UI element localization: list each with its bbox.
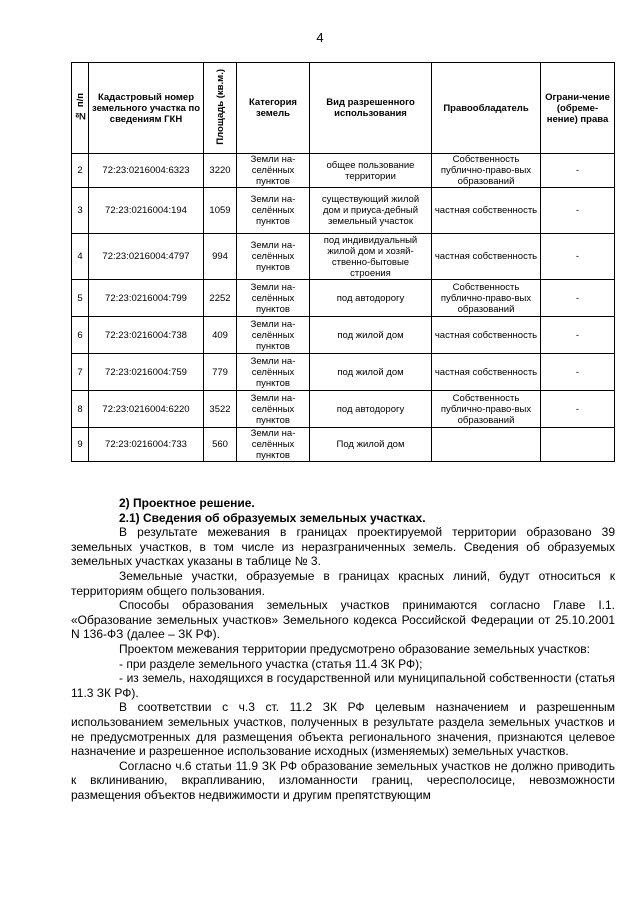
cell-num: 9: [72, 428, 89, 462]
table-row: [72, 188, 615, 234]
cell-use: под автодорогу: [310, 280, 432, 317]
paragraph: Согласно ч.6 статьи 11.9 ЗК РФ образование земельных участков не должно приводить к вклиниванию, вкрапливанию, изломанности границ, чересполосице, невозможности размещения объектов недвижимости и другим препятствующим: [71, 758, 615, 802]
cell-use: существующий жилой дом и приуса-дебный земельный участок: [310, 188, 432, 234]
table-row: [72, 154, 615, 188]
header-use: Вид разрешенного использования: [310, 63, 432, 154]
cell-owner: Собственность публично-право-вых образований: [432, 154, 541, 188]
cell-category: Земли на-селённых пунктов: [237, 154, 310, 188]
cell-cadastral: 72:23:0216004:4797: [89, 234, 204, 280]
paragraph: Земельные участки, образуемые в границах красных линий, будут относиться к территориям общего пользования.: [71, 568, 615, 598]
cell-owner: Собственность публично-право-вых образований: [432, 280, 541, 317]
cell-restriction: -: [541, 280, 615, 317]
cell-restriction: [541, 428, 615, 462]
cell-owner: частная собственность: [432, 234, 541, 280]
cell-cadastral: 72:23:0216004:759: [89, 354, 204, 391]
table-row: [72, 354, 615, 391]
cell-num: 4: [72, 234, 89, 280]
cell-area: 2252: [204, 280, 237, 317]
body-text: [71, 496, 615, 802]
cell-owner: частная собственность: [432, 354, 541, 391]
list-item: - при разделе земельного участка (статья 11.4 ЗК РФ);: [119, 656, 423, 671]
table-row: [72, 317, 615, 354]
cell-cadastral: 72:23:0216004:6220: [89, 391, 204, 428]
table-row: [72, 234, 615, 280]
cell-restriction: -: [541, 154, 615, 188]
cell-cadastral: 72:23:0216004:194: [89, 188, 204, 234]
cell-cadastral: 72:23:0216004:738: [89, 317, 204, 354]
cell-num: 5: [72, 280, 89, 317]
page-number: 4: [316, 30, 324, 45]
cell-num: 3: [72, 188, 89, 234]
cell-restriction: -: [541, 317, 615, 354]
cell-use: под автодорогу: [310, 391, 432, 428]
cell-area: 3220: [204, 154, 237, 188]
cell-owner: [432, 428, 541, 462]
header-category: Категория земель: [237, 63, 310, 154]
cell-area: 560: [204, 428, 237, 462]
cell-owner: частная собственность: [432, 188, 541, 234]
cell-num: 6: [72, 317, 89, 354]
cell-use: общее пользование территории: [310, 154, 432, 188]
cell-use: под жилой дом: [310, 354, 432, 391]
cell-category: Земли на-селённых пунктов: [237, 428, 310, 462]
cell-owner: частная собственность: [432, 317, 541, 354]
paragraph: Проектом межевания территории предусмотрено образование земельных участков:: [119, 641, 590, 656]
list-item: - из земель, находящихся в государственной или муниципальной собственности (статья 11.3 ЗК РФ).: [71, 671, 615, 700]
paragraph: В соответствии с ч.3 ст. 11.2 ЗК РФ целевым назначением и разрешенным использованием земельных участков, полученных в результате раздела земельных участков и не предусмотренных для размещения объекта регионального значения, признаются целевое назначение и разрешенное использование исходных (изменяемых) земельных участков.: [71, 700, 615, 759]
cell-category: Земли на-селённых пунктов: [237, 280, 310, 317]
cell-restriction: -: [541, 391, 615, 428]
header-area: Площадь (кв.м.): [204, 63, 237, 154]
cell-area: 779: [204, 354, 237, 391]
cell-category: Земли на-селённых пунктов: [237, 188, 310, 234]
cell-area: 1059: [204, 188, 237, 234]
paragraph: В результате межевания в границах проектируемой территории образовано 39 земельных участков, в том числе из неразграниченных земель. Сведения об образуемых земельных участках указаны в таблице № 3.: [71, 525, 615, 569]
cell-restriction: -: [541, 354, 615, 391]
cell-use: под жилой дом: [310, 317, 432, 354]
section-heading: 2) Проектное решение.: [119, 496, 255, 510]
subsection-heading: 2.1) Сведения об образуемых земельных участках.: [119, 510, 426, 525]
parcels-table: [71, 62, 615, 462]
cell-category: Земли на-селённых пунктов: [237, 391, 310, 428]
table-row: [72, 280, 615, 317]
cell-restriction: -: [541, 188, 615, 234]
table-row: [72, 428, 615, 462]
paragraph: Способы образования земельных участков принимаются согласно Главе I.1. «Образование земельных участков» Земельного кодекса Российской Федерации от 25.10.2001 N 136-ФЗ (далее – ЗК РФ).: [71, 598, 615, 642]
cell-cadastral: 72:23:0216004:733: [89, 428, 204, 462]
table-header-row: [72, 63, 615, 154]
header-restriction: Ограни-чение (обреме-нение) права: [541, 63, 615, 154]
cell-cadastral: 72:23:0216004:799: [89, 280, 204, 317]
cell-num: 2: [72, 154, 89, 188]
cell-use: Под жилой дом: [310, 428, 432, 462]
cell-area: 994: [204, 234, 237, 280]
cell-category: Земли на-селённых пунктов: [237, 354, 310, 391]
cell-category: Земли на-селённых пунктов: [237, 317, 310, 354]
cell-restriction: -: [541, 234, 615, 280]
header-cadastral: Кадастровый номер земельного участка по сведениям ГКН: [89, 63, 204, 154]
cell-num: 8: [72, 391, 89, 428]
header-num: № п/п: [72, 63, 89, 154]
cell-area: 3522: [204, 391, 237, 428]
table-row: [72, 391, 615, 428]
cell-cadastral: 72:23:0216004:6323: [89, 154, 204, 188]
cell-num: 7: [72, 354, 89, 391]
header-owner: Правообладатель: [432, 63, 541, 154]
cell-area: 409: [204, 317, 237, 354]
cell-category: Земли на-селённых пунктов: [237, 234, 310, 280]
cell-owner: Собственность публично-право-вых образований: [432, 391, 541, 428]
cell-use: под индивидуальный жилой дом и хозяй-ственно-бытовые строения: [310, 234, 432, 280]
